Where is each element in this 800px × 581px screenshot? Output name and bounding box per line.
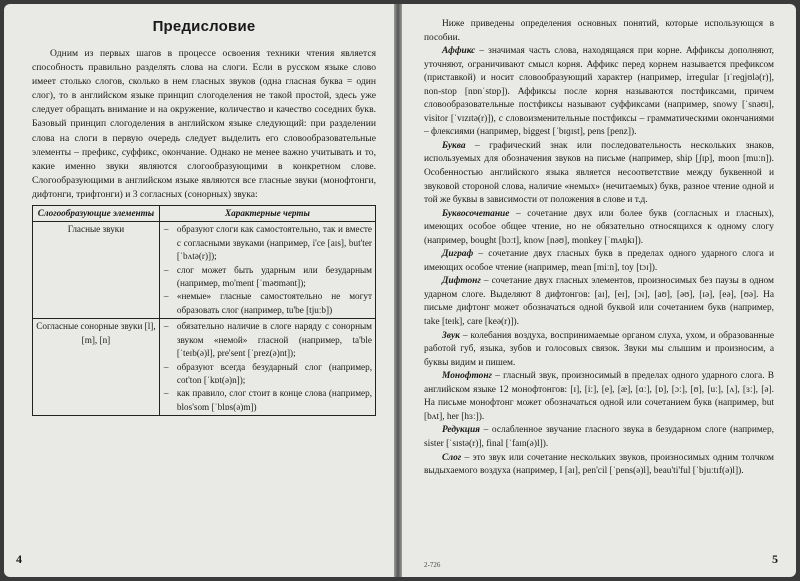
- page-title: Предисловие: [152, 18, 256, 35]
- definition-text: – ослабленное звучание гласного звука в безударном слоге (например, sister [ˈsɪstə(r)], final [ˈfaɪn(ə)l]).: [424, 425, 774, 449]
- definition-term: Слог: [442, 452, 462, 463]
- definition-letter-combination: [424, 208, 774, 249]
- page-number: 4: [16, 552, 22, 566]
- definition-term: Буквосочетание: [442, 208, 510, 219]
- feature-item: – слог может быть ударным или безударным (например, mo'ment [ˈməʊmənt]);: [163, 264, 372, 291]
- definition-digraph: [424, 248, 774, 275]
- definition-term: Редукция: [442, 425, 481, 436]
- definition-reduction: [424, 424, 774, 451]
- definitions-intro: Ниже приведены определения основных понятий, которые использующся в пособии.: [424, 19, 774, 43]
- definition-text: – сочетание двух гласных элементов, произносимых без паузы в одном ударном слоге. Выделяют 8 дифтонгов: [aɪ], [eɪ], [ɔɪ], [aʊ], [əʊ], [ɪə], [eə], [ʊə]. На письме дифтонг может обозначаться одной буквой или сочетанием букв (например, take [teɪk], care [keə(r)]).: [424, 276, 774, 328]
- definition-diphthong: [424, 275, 774, 329]
- table-cell-features: [159, 222, 375, 319]
- table-cell-features: [159, 319, 375, 416]
- table-row: [33, 222, 376, 319]
- definition-term: Дифтонг: [442, 276, 481, 287]
- feature-item: – образуют всегда безударный слог (например, cot'ton [ˈkɒt(ə)n]);: [163, 361, 372, 388]
- page-number: 5: [772, 552, 778, 566]
- syllable-elements-table: [32, 205, 376, 416]
- printer-signature: 2-726: [424, 561, 441, 569]
- table-cell-element: Гласные звуки: [33, 222, 160, 319]
- feature-item: – обязательно наличие в слоге наряду с сонорным звуком «немой» гласной (например, ta'ble [ˈteɪb(ə)l], pre'sent [ˈprez(ə)nt]);: [163, 320, 372, 360]
- definition-syllable: [424, 452, 774, 479]
- definition-monophthong: [424, 370, 774, 424]
- table-cell-element: Согласные сонорные звуки [l], [m], [n]: [33, 319, 160, 416]
- definition-letter: [424, 140, 774, 208]
- definition-term: Монофтонг: [442, 371, 493, 382]
- definition-text: – графический знак или последовательность нескольких знаков, используемых для обозначения звуков на письме (например, ship [ʃɪp], moon [muːn]). Особенностью английского языка является несоответствие между буквенной и звуковой стороной слова, наличие «немых» (нечитаемых) букв, разное чтение одной и той же буквы в зависимости от положения в слове и т.д.: [424, 140, 774, 206]
- feature-item: – образуют слоги как самостоятельно, так и вместе с согласными звуками (например, i'ce [aɪs], but'ter [ˈbʌtə(r)]);: [163, 223, 372, 263]
- definition-text: – сочетание двух или более букв (согласных и гласных), имеющих особое общее чтение, но не обязательно относящихся к одному слогу (например, bought [bɔːt], know [nəʊ], monkey [ˈmʌŋkɪ]).: [424, 208, 774, 246]
- definition-term: Диграф: [442, 249, 474, 260]
- definition-term: Аффикс: [442, 46, 476, 57]
- definition-sound: [424, 330, 774, 371]
- right-page: [402, 4, 796, 577]
- definition-term: Звук: [442, 330, 460, 341]
- definition-text: – сочетание двух гласных букв в пределах одного ударного слога и имеющих особое чтение (например, mean [miːn], toy [tɔɪ]).: [424, 249, 774, 273]
- definition-text: – это звук или сочетание нескольких звуков, произносимых одним толчком выдыхаемого воздуха (например, I [aɪ], pen'cil [ˈpens(ə)l], beau'ti'ful [ˈbjuːtɪf(ə)l]).: [424, 452, 774, 477]
- feature-item: – «немые» гласные самостоятельно не могут образовать слог (например, tu'be [tjuːb]): [163, 290, 372, 317]
- definition-text: – гласный звук, произносимый в пределах одного ударного слога. В английском языке 12 монофтонгов: [ɪ], [iː], [e], [æ], [ɑː], [ɒ], [ɔː], [ʊ], [uː], [ʌ], [ɜː], [ə]. На письме монофтонг может обозначаться одной или сочетанием букв (например, but [bʌt], her [hɜː]).: [424, 371, 774, 422]
- intro-paragraph: Одним из первых шагов в процессе освоения техники чтения является способность правильно разделять слова на слоги. Если в русском языке слово имеет столько слогов, сколько в нем гласных звуков (одна гласная буква = один слог), то в английском языке принцип слогоделения не такой простой, здесь уже следует обращать внимание и на окружение, количество и качество соседних букв. Базовый принцип слогоделения в английском языке следующий: при разделении слова на слоги в первую очередь следует выделить его словообразовательные элементы – префикс, суффикс, окончание. Однако не менее важно учитывать и то, какие именно звуки являются слогообразующими в конкретном слове. Слогообразующими в английском языке являются все гласные звуки (монофтонги, дифтонги, трифтонги) и 3 согласных (сонорных) звука:: [32, 48, 376, 200]
- book-gutter: [394, 4, 402, 577]
- definition-text: – значимая часть слова, находящаяся при корне. Аффиксы дополняют, уточняют, ограничивают смысл корня. Аффикс перед корнем называется префиксом (приставкой) и носит словообразующий характер (например, irregular [ɪˈreɡjʊlə(r)], non-stop [nɒnˈstɒp]). Аффиксы после корня называются постфиксами, причем словообразовательные постфиксы называют суффиксами (например, snowy [ˈsnəʊɪ], visitor [ˈvɪzɪtə(r)]), с словоизменительные постфиксы – грамматическими окончаниями – флексиями (например, biggest [ˈbɪɡɪst], pens [penz]).: [424, 46, 774, 138]
- definition-term: Буква: [442, 140, 466, 151]
- feature-item: – как правило, слог стоит в конце слова (например, blos'som [ˈblɒs(ə)m]): [163, 387, 372, 414]
- definition-affix: [424, 45, 774, 140]
- table-header-elements: Слогообразующие элементы: [33, 206, 160, 222]
- table-row: [33, 319, 376, 416]
- left-page: [4, 4, 394, 577]
- table-header-row: [33, 206, 376, 222]
- table-header-features: Характерные черты: [159, 206, 375, 222]
- definition-text: – колебания воздуха, воспринимаемые органом слуха, ухом, и образованные работой губ, языка, зубов и голосовых связок. Звуки мы слышим и произносим, а буквы видим и пишем.: [424, 330, 774, 368]
